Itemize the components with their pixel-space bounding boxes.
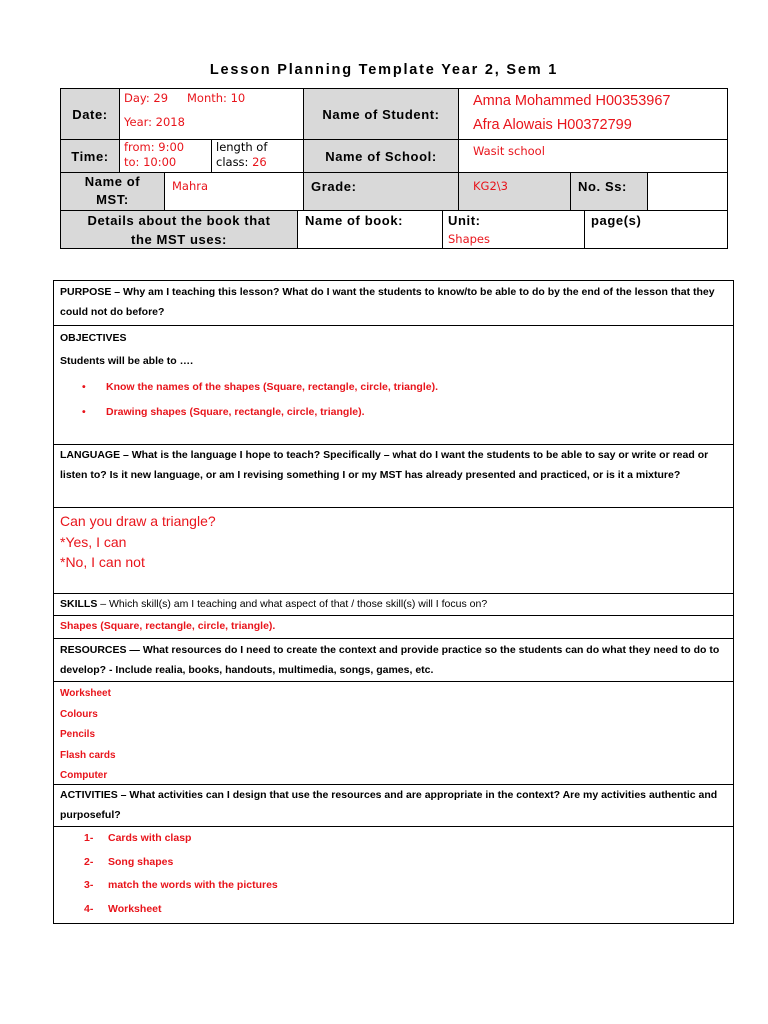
- resource-item: Colours: [60, 708, 98, 720]
- unit-value: Shapes: [448, 232, 491, 246]
- language-text: LANGUAGE – What is the language I hope to teach? Specifically – what do I want the students to be able to say or write or read or listen to? Is it new language, or am I revising something I or my MST has already presented and practiced, or is it a mixture?: [60, 449, 709, 481]
- unit-label: Unit:: [448, 213, 481, 228]
- purpose-key: PURPOSE: [60, 286, 112, 298]
- grade-value: KG2\3: [458, 172, 571, 211]
- resources-text: RESOURCES — What resources do I need to create the context and provide practice so the students can do what they need to do to develop? - Include realia, books, handouts, multimedia, songs, games, etc.: [60, 644, 720, 676]
- length-cell: [211, 139, 304, 173]
- objectives-list: [60, 375, 727, 425]
- noss-label: No. Ss:: [570, 172, 648, 211]
- mst-label-line-2: MST:: [96, 192, 129, 207]
- language-answer: Can you draw a triangle?: [60, 513, 216, 529]
- noss-value: [647, 172, 728, 211]
- resources-row: [54, 639, 733, 682]
- language-answer: *Yes, I can: [60, 533, 127, 550]
- length-class-label: class:: [216, 155, 253, 169]
- skills-answer-row: [54, 616, 733, 639]
- book-details-line-2: the MST uses:: [131, 232, 227, 247]
- objectives-label: OBJECTIVES: [60, 332, 127, 344]
- purpose-text: – Why am I teaching this lesson? What do I want the students to know/to be able to do by the end of the lesson that they could not do before?: [60, 286, 715, 318]
- resource-item: Pencils: [60, 729, 96, 740]
- book-details-line-1: Details about the book that: [87, 213, 271, 228]
- resource-item: Computer: [60, 770, 108, 781]
- book-name-label: Name of book:: [297, 210, 443, 249]
- activity-item: 3- match the words with the pictures: [84, 879, 278, 891]
- book-details-label: [60, 210, 298, 249]
- objectives-row: [54, 326, 733, 445]
- skills-row: [54, 594, 733, 616]
- pages-label: page(s): [584, 210, 728, 249]
- month-value: Month: 10: [187, 91, 246, 105]
- objectives-intro: Students will be able to ….: [60, 355, 194, 367]
- student-name-1: Amna Mohammed H00353967: [473, 93, 671, 109]
- skills-text: – Which skill(s) am I teaching and what aspect of that / those skill(s) will I focus on?: [97, 598, 488, 610]
- length-value: 26: [252, 155, 267, 169]
- unit-cell: [442, 210, 585, 249]
- language-answer-row: [54, 508, 733, 594]
- grade-label: Grade:: [303, 172, 459, 211]
- activity-item: 4- Worksheet: [84, 902, 162, 915]
- student-name-2: Afra Alowais H00372799: [473, 117, 632, 133]
- skills-answer: Shapes (Square, rectangle, circle, triangle).: [60, 620, 276, 632]
- purpose-row: [54, 281, 733, 326]
- student-names: [458, 88, 728, 140]
- year-value: Year: 2018: [124, 115, 185, 129]
- activities-text: ACTIVITIES – What activities can I design that use the resources and are appropriate in the context? Are my activities authentic and purposeful?: [60, 789, 718, 821]
- date-label: Date:: [60, 88, 120, 140]
- skills-key: SKILLS: [60, 598, 98, 610]
- language-row: [54, 445, 733, 508]
- activities-list-row: [54, 827, 733, 923]
- student-label: Name of Student:: [303, 88, 459, 140]
- activity-item: 1- Cards with clasp: [84, 832, 192, 844]
- header-table: [60, 88, 728, 249]
- length-label: length of: [216, 140, 268, 154]
- objective-item: • Know the names of the shapes (Square, rectangle, circle, triangle).: [106, 375, 727, 400]
- lesson-plan-table: [53, 280, 734, 924]
- time-label: Time:: [60, 139, 120, 173]
- time-cell: [119, 139, 212, 173]
- time-from: from: 9:00: [124, 140, 185, 154]
- page-title: Lesson Planning Template Year 2, Sem 1: [209, 62, 559, 78]
- resource-item: Flash cards: [60, 749, 116, 761]
- mst-value: Mahra: [164, 172, 304, 211]
- activities-row: [54, 785, 733, 827]
- resource-item: Worksheet: [60, 688, 111, 699]
- objective-item: • Drawing shapes (Square, rectangle, circle, triangle).: [106, 400, 727, 425]
- school-value: Wasit school: [458, 139, 728, 173]
- time-to: to: 10:00: [124, 155, 177, 169]
- mst-label: [60, 172, 165, 211]
- school-label: Name of School:: [303, 139, 459, 173]
- activity-item: 2- Song shapes: [84, 855, 174, 868]
- resources-list-row: [54, 682, 733, 785]
- language-answer: *No, I can not: [60, 554, 145, 570]
- day-value: Day: 29: [124, 91, 169, 105]
- date-cell: [119, 88, 304, 140]
- activities-list: [60, 827, 727, 921]
- mst-label-line-1: Name of: [84, 174, 141, 189]
